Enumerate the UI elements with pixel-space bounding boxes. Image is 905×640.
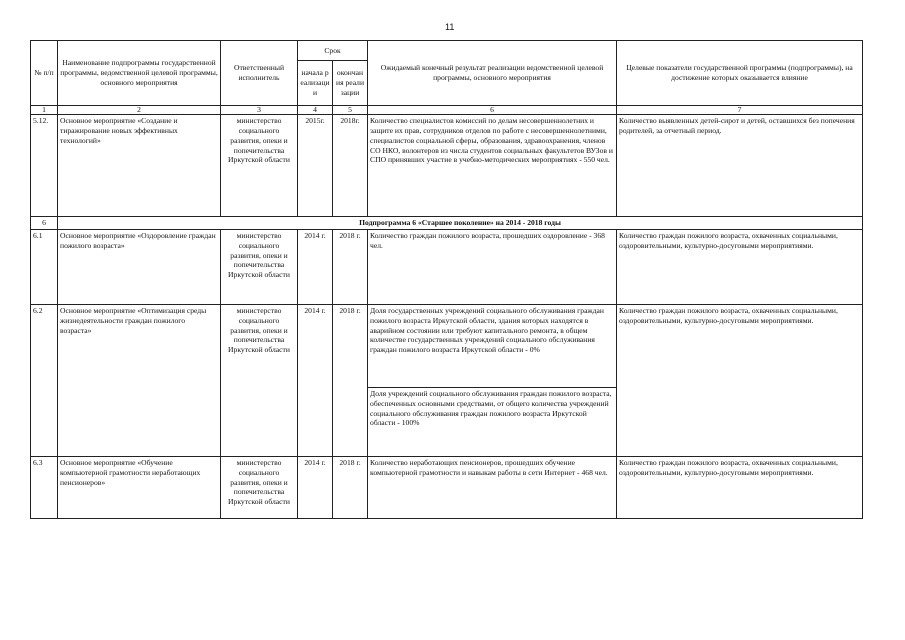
row-num: 6.1 [31,230,58,305]
table-row [31,305,863,457]
header-term: Срок [298,41,368,61]
row-result: Количество специалистов комиссий по делам несовершеннолетних и защите их прав, сотрудников отделов по работе с несовершеннолетними, специалистов социальной сферы, образования, здравоохранения, членов СО НКО, волонтеров из числа студентов социальных факультетов ВУЗов и СПО принявших участие в учебно-методических мероприятиях - 550 чел. [368,115,617,217]
header-num: № п/п [31,41,58,106]
row-end: 2018 г. [333,230,368,305]
row-end: 2018 г. [333,305,368,457]
row-executor: министерство социального развития, опеки и попечительства Иркутской области [221,115,298,217]
row-num: 6.3 [31,457,58,519]
row-executor: министерство социального развития, опеки и попечительства Иркутской области [221,457,298,519]
subprogram-row [31,217,863,230]
row-executor: министерство социального развития, опеки и попечительства Иркутской области [221,230,298,305]
row-indicator: Количество граждан пожилого возраста, охваченных социальными, оздоровительными, культурно-досуговыми мероприятиями. [617,305,863,457]
row-name: Основное мероприятие «Оптимизация среды жизнедеятельности граждан пожилого возраста» [58,305,221,457]
table-row [31,230,863,305]
row-start: 2014 г. [298,457,333,519]
row-result-a: Доля государственных учреждений социального обслуживания граждан пожилого возраста Иркутской области, здания которых находятся в аварийном состоянии или требуют капитального ремонта, в общем количестве государственных учреждений социального обслуживания граждан пожилого возраста Иркутской области - 0% [368,305,616,388]
row-name: Основное мероприятие «Создание и тиражирование новых эффективных технологий» [58,115,221,217]
row-result: Количество неработающих пенсионеров, прошедших обучение компьютерной грамотности и навыкам работы в сети Интернет - 468 чел. [368,457,617,519]
column-number: 5 [333,106,368,115]
header-executor: Ответственный исполнитель [221,41,298,106]
row-name: Основное мероприятие «Оздоровление граждан пожилого возраста» [58,230,221,305]
column-number: 7 [617,106,863,115]
column-numbers-row [31,106,863,115]
row-indicator: Количество граждан пожилого возраста, охваченных социальными, оздоровительными, культурно-досуговыми мероприятиями. [617,457,863,519]
column-number: 6 [368,106,617,115]
program-table [30,40,863,519]
row-end: 2018г. [333,115,368,217]
header-indicators: Целевые показатели государственной программы (подпрограммы), на достижение которых оказывается влияние [617,41,863,106]
header-result: Ожидаемый конечный результат реализации ведомственной целевой программы, основного мероприятия [368,41,617,106]
subprogram-title: Подпрограмма 6 «Старшее поколение» на 2014 - 2018 годы [58,217,863,230]
subprogram-num: 6 [31,217,58,230]
row-indicator: Количество выявленных детей-сирот и детей, оставшихся без попечения родителей, за отчетный период. [617,115,863,217]
column-number: 4 [298,106,333,115]
header-start: начала реализации [298,61,333,106]
header-row [31,41,863,61]
page-number: 11 [445,22,455,32]
row-num: 5.12. [31,115,58,217]
row-start: 2015г. [298,115,333,217]
row-executor: министерство социального развития, опеки и попечительства Иркутской области [221,305,298,457]
row-result [368,305,617,457]
row-start: 2014 г. [298,305,333,457]
row-result-b: Доля учреждений социального обслуживания граждан пожилого возраста, обеспеченных основными средствами, от общего количества учреждений социального обслуживания граждан пожилого возраста Иркутской области - 100% [370,389,612,428]
row-end: 2018 г. [333,457,368,519]
table-row [31,115,863,217]
row-num: 6.2 [31,305,58,457]
header-end: окончания реализации [333,61,368,106]
row-indicator: Количество граждан пожилого возраста, охваченных социальными, оздоровительными, культурно-досуговыми мероприятиями. [617,230,863,305]
row-result: Количество граждан пожилого возраста, прошедших оздоровление - 368 чел. [368,230,617,305]
row-start: 2014 г. [298,230,333,305]
column-number: 1 [31,106,58,115]
row-name: Основное мероприятие «Обучение компьютерной грамотности неработающих пенсионеров» [58,457,221,519]
header-name: Наименование подпрограммы государственной программы, ведомственной целевой программы, основного мероприятия [58,41,221,106]
column-number: 3 [221,106,298,115]
column-number: 2 [58,106,221,115]
table-row [31,457,863,519]
